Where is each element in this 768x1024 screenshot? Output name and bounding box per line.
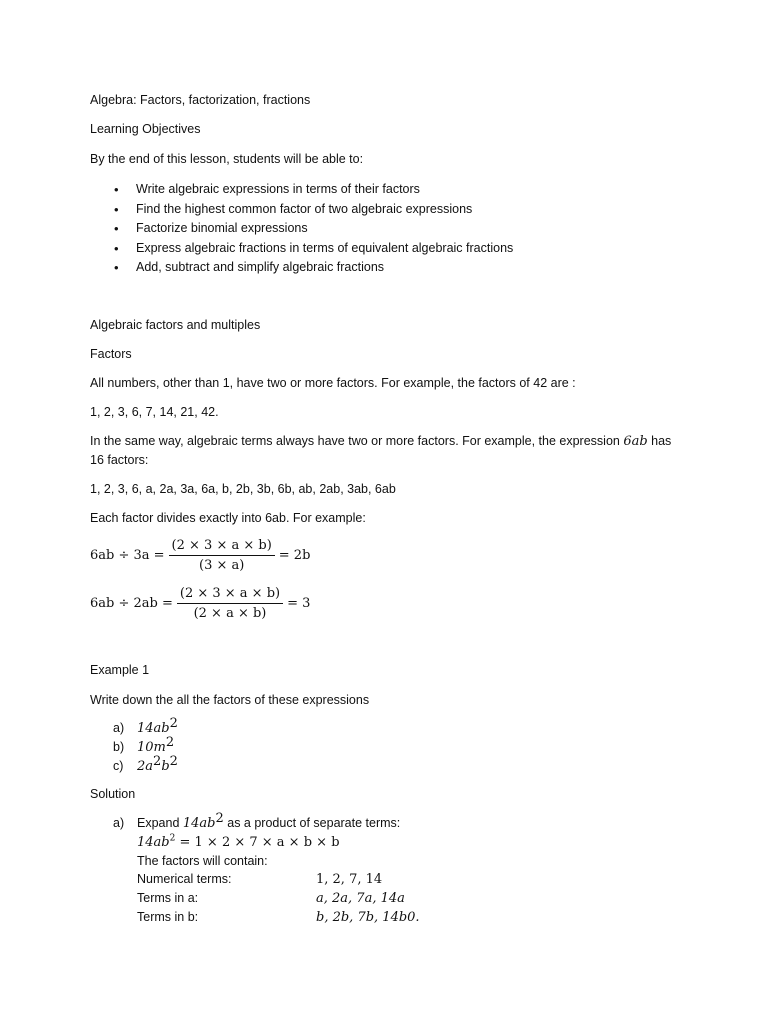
item-label: a) <box>113 816 125 830</box>
objectives-list <box>110 180 513 278</box>
objective-text: Add, subtract and simplify algebraic fractions <box>136 260 385 275</box>
solution-row-label: Numerical terms: <box>137 872 232 886</box>
equation-lhs: 6ab ÷ 2ab = <box>90 596 173 611</box>
section-heading: Algebraic factors and multiples <box>90 318 261 332</box>
item-label: a) <box>113 721 125 735</box>
bullet-icon: • <box>114 201 119 217</box>
objectives-heading: Learning Objectives <box>90 122 201 136</box>
solution-row-value: a, 2a, 7a, 14a <box>316 891 405 906</box>
bullet-icon: • <box>114 182 119 197</box>
example-item-c: c) $2a^2b^2$ <box>113 753 178 774</box>
equation-1 <box>90 538 310 573</box>
solution-row-label: Terms in a: <box>137 891 199 905</box>
page-title: Algebra: Factors, factorization, fractions <box>90 93 311 107</box>
objective-text: Express algebraic fractions in terms of equivalent algebraic fractions <box>136 240 514 255</box>
solution-contain-text: The factors will contain: <box>137 854 268 868</box>
item-label: b) <box>113 740 125 754</box>
fraction-denominator: (2 × a × b) <box>193 606 267 621</box>
fraction-denominator: (3 × a) <box>199 558 245 573</box>
example-item-a: a) $14ab^2$ <box>113 715 178 736</box>
paragraph-divides: Each factor divides exactly into 6ab. For example: <box>90 511 366 525</box>
list-item <box>110 258 513 278</box>
objective-text: Write algebraic expressions in terms of their factors <box>136 182 420 196</box>
objectives-intro: By the end of this lesson, students will be able to: <box>90 152 364 166</box>
bullet-icon: • <box>114 221 119 237</box>
solution-row-label: Terms in b: <box>137 910 199 924</box>
example-heading: Example 1 <box>90 663 150 677</box>
equation-2 <box>90 586 310 621</box>
fraction <box>169 538 275 573</box>
equation-lhs: 6ab ÷ 3a = <box>90 548 165 563</box>
solution-heading: Solution <box>90 787 136 801</box>
solution-product: $14ab^2 = 1 \times 2 \times 7 \times a \times b \times b$ <box>137 833 340 850</box>
list-item <box>110 180 513 200</box>
bullet-icon: • <box>114 240 119 256</box>
list-item <box>110 200 513 220</box>
solution-row-value: 1, 2, 7, 14 <box>316 872 383 887</box>
list-item <box>110 239 513 259</box>
bullet-icon: • <box>114 260 119 276</box>
fraction <box>177 586 283 621</box>
factors-of-6ab: 1, 2, 3, 6, a, 2a, 3a, 6a, b, 2b, 3b, 6b, ab, 2ab, 3ab, 6ab <box>90 482 396 496</box>
fraction-numerator: (2 × 3 × a × b) <box>169 538 275 556</box>
paragraph-factors-42: All numbers, other than 1, have two or more factors. For example, the factors of 42 are : <box>90 376 576 390</box>
objective-text: Find the highest common factor of two algebraic expressions <box>136 201 473 216</box>
objective-text: Factorize binomial expressions <box>136 221 308 236</box>
equation-rhs: = 2b <box>278 548 311 563</box>
example-item-b: b) $10m^2$ <box>113 734 175 755</box>
paragraph-algebraic-terms: In the same way, algebraic terms always have two or more factors. For example, the expression 6ab has <box>90 434 672 449</box>
list-item <box>110 219 513 239</box>
inline-expression: 6ab <box>623 434 648 449</box>
equation-rhs: = 3 <box>287 596 311 611</box>
fraction-numerator: (2 × 3 × a × b) <box>177 586 283 604</box>
example-prompt: Write down the all the factors of these expressions <box>90 693 370 707</box>
paragraph-algebraic-terms-line2: 16 factors: <box>90 453 149 467</box>
solution-expand-line: a) Expand $14ab^2$ as a product of separate terms: <box>113 810 401 831</box>
item-label: c) <box>113 759 124 773</box>
solution-row-value: b, 2b, 7b, 14b0. <box>316 910 420 925</box>
factors-of-42: 1, 2, 3, 6, 7, 14, 21, 42. <box>90 405 219 419</box>
factors-heading: Factors <box>90 347 132 361</box>
